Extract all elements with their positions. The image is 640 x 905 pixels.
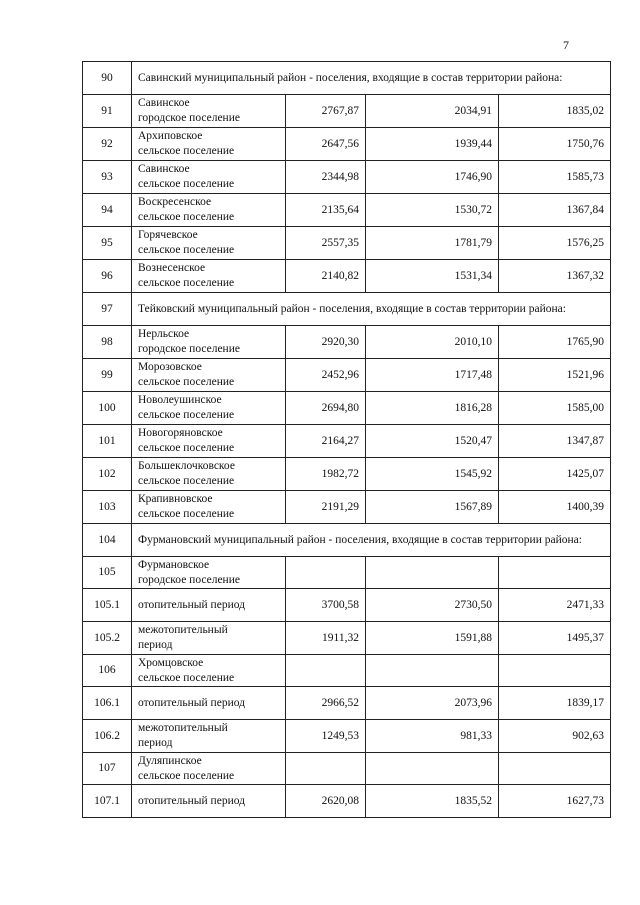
table-row	[83, 326, 611, 359]
row-number: 101	[83, 425, 132, 458]
value-col-1	[286, 557, 366, 589]
value-col-3: 1839,17	[499, 687, 611, 720]
row-number: 102	[83, 458, 132, 491]
row-number: 105	[83, 557, 132, 589]
row-number: 104	[83, 524, 132, 557]
table-row	[83, 720, 611, 753]
district-header: Савинский муниципальный район - поселения, входящие в состав территории района:	[132, 62, 611, 95]
value-col-3	[499, 655, 611, 687]
settlement-name-line: Савинское	[138, 163, 190, 175]
value-col-3: 902,63	[499, 720, 611, 753]
value-col-1: 2140,82	[286, 260, 366, 293]
settlement-name-line: период	[138, 639, 173, 651]
table-row	[83, 95, 611, 128]
settlement-name-line: сельское поселение	[138, 769, 235, 782]
settlement-name-line: период	[138, 737, 173, 749]
table-row	[83, 458, 611, 491]
table-row	[83, 687, 611, 720]
page-number: 7	[563, 38, 569, 52]
value-col-1: 2191,29	[286, 491, 366, 524]
value-col-3: 1367,84	[499, 194, 611, 227]
settlement-name	[132, 622, 286, 655]
value-col-2: 2073,96	[366, 687, 499, 720]
value-col-1: 2694,80	[286, 392, 366, 425]
settlement-name	[132, 128, 286, 161]
value-col-3: 1750,76	[499, 128, 611, 161]
table-row	[83, 785, 611, 818]
settlement-name	[132, 491, 286, 524]
settlement-name-line: отопительный период	[138, 598, 245, 611]
value-col-2: 1545,92	[366, 458, 499, 491]
settlement-name-line: сельское поселение	[138, 442, 235, 454]
settlement-name-line: сельское поселение	[138, 244, 235, 256]
value-col-3: 1367,32	[499, 260, 611, 293]
value-col-1: 2452,96	[286, 359, 366, 392]
settlement-name-line: сельское поселение	[138, 671, 235, 684]
settlement-name-line: Архиповское	[138, 130, 203, 142]
value-col-1	[286, 655, 366, 687]
table-row	[83, 62, 611, 95]
value-col-3: 1585,00	[499, 392, 611, 425]
settlement-name-line: Хромцовское	[138, 656, 204, 669]
value-col-2: 981,33	[366, 720, 499, 753]
table-row	[83, 128, 611, 161]
settlement-name-line: сельское поселение	[138, 409, 235, 421]
value-col-3	[499, 753, 611, 785]
settlement-name	[132, 557, 286, 589]
value-col-3: 1585,73	[499, 161, 611, 194]
table-row	[83, 491, 611, 524]
value-col-1: 2135,64	[286, 194, 366, 227]
settlement-name-line: Воскресенское	[138, 196, 212, 208]
value-col-1: 3700,58	[286, 589, 366, 622]
value-col-2	[366, 655, 499, 687]
value-col-1: 2920,30	[286, 326, 366, 359]
table-row	[83, 425, 611, 458]
value-col-3: 1495,37	[499, 622, 611, 655]
table-row	[83, 589, 611, 622]
settlement-name-line: межотопительный	[138, 624, 228, 636]
value-col-1: 2647,56	[286, 128, 366, 161]
table-row	[83, 655, 611, 687]
row-number: 106.1	[83, 687, 132, 720]
settlement-name-line: межотопительный	[138, 722, 228, 734]
row-number: 103	[83, 491, 132, 524]
value-col-1	[286, 753, 366, 785]
table-row	[83, 392, 611, 425]
value-col-2: 1816,28	[366, 392, 499, 425]
settlement-name-line: сельское поселение	[138, 178, 235, 190]
table-row	[83, 753, 611, 785]
settlement-name-line: отопительный период	[138, 794, 245, 807]
value-col-2: 1781,79	[366, 227, 499, 260]
value-col-2: 2010,10	[366, 326, 499, 359]
value-col-1: 2344,98	[286, 161, 366, 194]
value-col-1: 1249,53	[286, 720, 366, 753]
settlement-name-line: сельское поселение	[138, 508, 235, 520]
table-row	[83, 524, 611, 557]
row-number: 90	[83, 62, 132, 95]
value-col-1: 1982,72	[286, 458, 366, 491]
settlement-name-line: Большеклочковское	[138, 460, 235, 472]
value-col-3: 1521,96	[499, 359, 611, 392]
value-col-2: 2730,50	[366, 589, 499, 622]
settlement-name	[132, 720, 286, 753]
row-number: 99	[83, 359, 132, 392]
row-number: 105.1	[83, 589, 132, 622]
settlement-name-line: Новогоряновское	[138, 427, 223, 439]
table-row	[83, 622, 611, 655]
settlement-name	[132, 785, 286, 818]
row-number: 93	[83, 161, 132, 194]
settlement-name-line: Савинское	[138, 97, 190, 109]
settlement-name	[132, 194, 286, 227]
value-col-1: 2164,27	[286, 425, 366, 458]
settlement-name	[132, 161, 286, 194]
table-row	[83, 194, 611, 227]
settlement-name	[132, 392, 286, 425]
settlement-name-line: сельское поселение	[138, 211, 235, 223]
row-number: 97	[83, 293, 132, 326]
row-number: 106	[83, 655, 132, 687]
settlement-name-line: сельское поселение	[138, 145, 235, 157]
district-header: Фурмановский муниципальный район - поселения, входящие в состав территории района:	[132, 524, 611, 557]
row-number: 98	[83, 326, 132, 359]
value-col-2	[366, 753, 499, 785]
settlement-name-line: городское поселение	[138, 573, 240, 586]
settlement-name-line: городское поселение	[138, 112, 240, 124]
value-col-1: 2767,87	[286, 95, 366, 128]
row-number: 107	[83, 753, 132, 785]
settlement-name-line: городское поселение	[138, 343, 240, 355]
value-col-2: 1531,34	[366, 260, 499, 293]
value-col-1: 2557,35	[286, 227, 366, 260]
value-col-2: 2034,91	[366, 95, 499, 128]
settlement-name-line: отопительный период	[138, 696, 245, 709]
settlement-name	[132, 458, 286, 491]
value-col-3	[499, 557, 611, 589]
row-number: 105.2	[83, 622, 132, 655]
table-row	[83, 227, 611, 260]
row-number: 95	[83, 227, 132, 260]
value-col-2: 1567,89	[366, 491, 499, 524]
row-number: 100	[83, 392, 132, 425]
table-row	[83, 557, 611, 589]
settlement-name	[132, 589, 286, 622]
value-col-3: 1835,02	[499, 95, 611, 128]
settlement-name-line: Крапивновское	[138, 493, 213, 505]
value-col-2: 1746,90	[366, 161, 499, 194]
settlement-name	[132, 359, 286, 392]
value-col-2: 1591,88	[366, 622, 499, 655]
district-header: Тейковский муниципальный район - поселения, входящие в состав территории района:	[132, 293, 611, 326]
settlement-name-line: сельское поселение	[138, 475, 235, 487]
value-col-1: 2966,52	[286, 687, 366, 720]
settlement-name	[132, 655, 286, 687]
value-col-1: 2620,08	[286, 785, 366, 818]
row-number: 91	[83, 95, 132, 128]
value-col-2: 1717,48	[366, 359, 499, 392]
row-number: 107.1	[83, 785, 132, 818]
settlement-name-line: Морозовское	[138, 361, 202, 373]
value-col-3: 1400,39	[499, 491, 611, 524]
value-col-3: 2471,33	[499, 589, 611, 622]
value-col-2	[366, 557, 499, 589]
row-number: 106.2	[83, 720, 132, 753]
settlement-name	[132, 687, 286, 720]
row-number: 94	[83, 194, 132, 227]
settlement-name	[132, 753, 286, 785]
value-col-1: 1911,32	[286, 622, 366, 655]
row-number: 96	[83, 260, 132, 293]
table-body	[83, 62, 611, 818]
settlement-name-line: Новолеушинское	[138, 394, 222, 406]
settlement-name-line: сельское поселение	[138, 376, 235, 388]
settlement-name-line: Фурмановское	[138, 558, 210, 571]
value-col-3: 1765,90	[499, 326, 611, 359]
value-col-3: 1627,73	[499, 785, 611, 818]
settlement-name-line: сельское поселение	[138, 277, 235, 289]
value-col-2: 1939,44	[366, 128, 499, 161]
table-row	[83, 293, 611, 326]
settlement-name	[132, 227, 286, 260]
value-col-2: 1520,47	[366, 425, 499, 458]
value-col-3: 1576,25	[499, 227, 611, 260]
settlement-name	[132, 260, 286, 293]
settlement-name	[132, 95, 286, 128]
settlement-name	[132, 326, 286, 359]
value-col-3: 1347,87	[499, 425, 611, 458]
row-number: 92	[83, 128, 132, 161]
settlement-name-line: Нерльское	[138, 328, 190, 340]
settlement-name-line: Вознесенское	[138, 262, 206, 274]
value-col-2: 1530,72	[366, 194, 499, 227]
value-col-3: 1425,07	[499, 458, 611, 491]
table-row	[83, 260, 611, 293]
tariff-table	[82, 61, 611, 818]
settlement-name-line: Горячевское	[138, 229, 198, 241]
table-row	[83, 161, 611, 194]
settlement-name	[132, 425, 286, 458]
value-col-2: 1835,52	[366, 785, 499, 818]
settlement-name-line: Дуляпинское	[138, 754, 202, 767]
table-row	[83, 359, 611, 392]
